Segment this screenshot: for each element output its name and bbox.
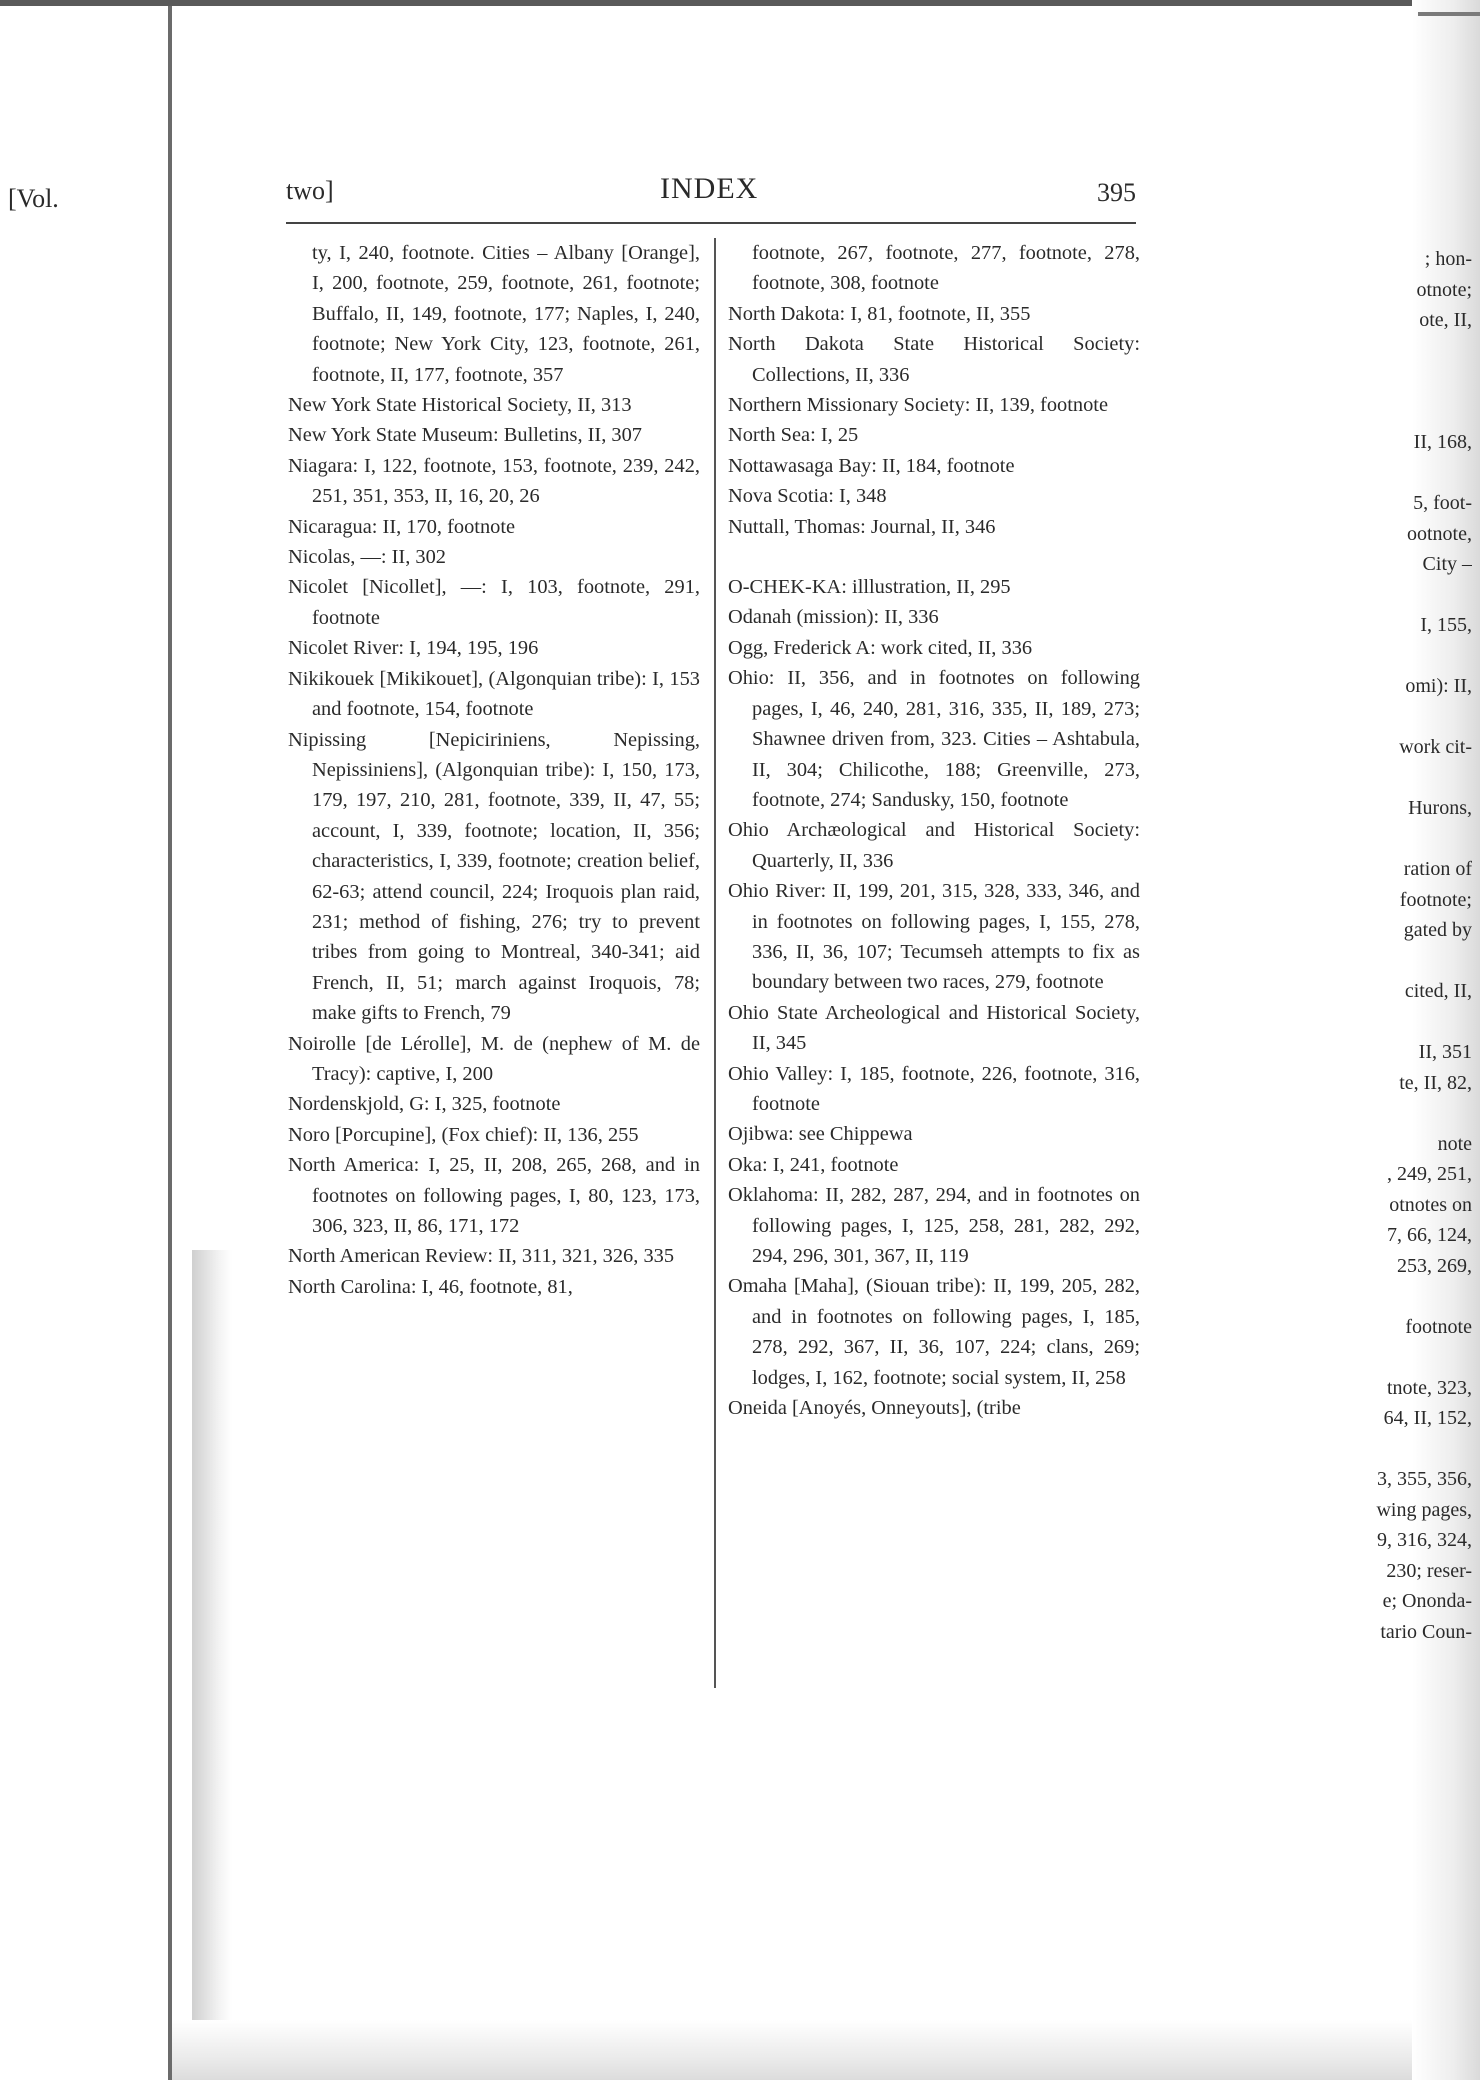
index-entry: Nordenskjold, G: I, 325, footnote <box>288 1093 561 1116</box>
column-divider <box>714 238 716 1688</box>
index-entry-continued: ty, I, 240, footnote. Cities – Albany [Orange], I, 200, footnote, 259, footnote, 261, footnote; Buffalo, II, 149, footnote, 177; Naples, I, 240, footnote; New York City, 123, footnote, 261, footnote, II, 177, footnote, 357 <box>312 242 700 386</box>
index-entry: North America: I, 25, II, 208, 265, 268, and in footnotes on following pages, I, 80, 123, 173, 306, 323, II, 86, 171, 172 <box>288 1154 700 1237</box>
previous-page-fragment <box>1312 366 1472 397</box>
index-entry: Oneida [Anoyés, Onneyouts], (tribe <box>728 1397 1021 1420</box>
previous-page-fragment: ration of <box>1403 858 1472 880</box>
index-entry: Ohio: II, 356, and in footnotes on following pages, I, 46, 240, 281, 316, 335, II, 189, 273; Shawnee driven from, 323. Cities – Ashtabula, II, 304; Chilicothe, 188; Greenville, 273, footnote, 274; Sandusky, 150, footnote <box>728 667 1140 811</box>
previous-page-fragment: e; Ononda- <box>1382 1590 1472 1612</box>
index-entry: New York State Historical Society, II, 313 <box>288 394 632 417</box>
previous-page-fragment <box>1312 641 1472 672</box>
previous-page-fragment <box>1312 580 1472 611</box>
previous-page-fragment: ootnote, <box>1407 522 1472 545</box>
previous-page-margin <box>0 6 172 2080</box>
previous-page-fragment: 3, 355, 356, <box>1377 1468 1472 1490</box>
previous-page-fragment: II, 351 <box>1418 1041 1472 1063</box>
previous-page-fragment: footnote <box>1405 1315 1472 1338</box>
index-entry: Nicolet [Nicollet], —: I, 103, footnote, 291, footnote <box>288 576 700 629</box>
previous-page-fragment: tnote, 323, <box>1387 1376 1472 1399</box>
index-entry: Nova Scotia: I, 348 <box>728 485 887 508</box>
bottom-shadow <box>172 2020 1480 2080</box>
index-entry: Ohio Valley: I, 185, footnote, 226, footnote, 316, footnote <box>728 1062 1140 1115</box>
index-entry: Odanah (mission): II, 336 <box>728 606 939 629</box>
index-entry: Niagara: I, 122, footnote, 153, footnote, 239, 242, 251, 351, 353, II, 16, 20, 26 <box>288 454 700 508</box>
previous-page-fragment: 253, 269, <box>1397 1254 1472 1277</box>
previous-page-fragment: omi): II, <box>1405 675 1472 697</box>
index-column-right <box>728 238 1140 1423</box>
index-entry: O-CHEK-KA: illlustration, II, 295 <box>728 576 1011 599</box>
index-entry: Omaha [Maha], (Siouan tribe): II, 199, 205, 282, and in footnotes on following pages, I, 185, 278, 292, 367, II, 36, 107, 224; clans, 269; lodges, I, 162, footnote; social system, II, 258 <box>728 1275 1140 1389</box>
index-entry: Nipissing [Nepiciriniens, Nepissing, Nepissiniens], (Algonquian tribe): I, 150, 173, 179, 197, 210, 281, footnote, 339, II, 47, 55; account, I, 339, footnote; location, II, 356; characteristics, I, 339, footnote; creation belief, 62-63; attend council, 224; Iroquois plan raid, 231; method of fishing, 276; try to prevent tribes from going to Montreal, 340-341; aid French, II, 51; march against Iroquois, 78; make gifts to French, 79 <box>288 728 700 1025</box>
index-entry: Noro [Porcupine], (Fox chief): II, 136, 255 <box>288 1123 639 1146</box>
previous-page-fragment: otnote; <box>1416 278 1472 301</box>
previous-page-fragment: 64, II, 152, <box>1383 1407 1472 1429</box>
previous-page-fragment: tario Coun- <box>1380 1620 1472 1643</box>
previous-page-fragment: wing pages, <box>1376 1498 1472 1521</box>
previous-page-fragment <box>1312 1342 1472 1373</box>
previous-page-fragment: cited, II, <box>1404 980 1472 1002</box>
page-number: 395 <box>1097 178 1136 207</box>
previous-page-fragment: work cit- <box>1399 736 1472 758</box>
index-entry: Nuttall, Thomas: Journal, II, 346 <box>728 515 996 538</box>
previous-page-fragment: 9, 316, 324, <box>1377 1529 1472 1551</box>
previous-page-fragment <box>1312 1007 1472 1038</box>
previous-page-fragment <box>1312 824 1472 855</box>
index-entry: Oka: I, 241, footnote <box>728 1153 899 1176</box>
index-entry: Nottawasaga Bay: II, 184, footnote <box>728 454 1015 477</box>
header-rule <box>286 222 1136 224</box>
index-entry: Ohio River: II, 199, 201, 315, 328, 333, 346, and in footnotes on following pages, I, 155, 278, 336, II, 36, 107; Tecumseh attempts to fix as boundary between two races, 279, footnote <box>728 880 1140 994</box>
previous-page-fragment: note <box>1437 1132 1472 1155</box>
index-entry: Ogg, Frederick A: work cited, II, 336 <box>728 636 1033 659</box>
index-entry: North Dakota: I, 81, footnote, II, 355 <box>728 302 1031 325</box>
previous-page-fragment: footnote; <box>1399 888 1472 911</box>
index-entry: New York State Museum: Bulletins, II, 307 <box>288 424 642 447</box>
previous-page-fragment: ; hon- <box>1424 248 1472 270</box>
index-entry: Nikikouek [Mikikouet], (Algonquian tribe): I, 153 and footnote, 154, footnote <box>288 667 700 721</box>
previous-page-fragment: Hurons, <box>1408 797 1472 819</box>
previous-page-fragment: gated by <box>1403 919 1472 941</box>
previous-page-fragment <box>1312 1434 1472 1465</box>
index-entry: North Dakota State Historical Society: Collections, II, 336 <box>728 333 1140 386</box>
previous-page-fragment: 5, foot- <box>1413 492 1472 514</box>
index-entry: Noirolle [de Lérolle], M. de (nephew of M. de Tracy): captive, I, 200 <box>288 1032 700 1085</box>
previous-page-fragment: ote, II, <box>1419 309 1472 331</box>
previous-page-fragment <box>1312 336 1472 367</box>
scan-top-edge <box>0 0 1480 6</box>
previous-page-fragment: otnotes on <box>1389 1193 1472 1216</box>
previous-page-fragment: I, 155, <box>1420 614 1472 636</box>
previous-page-fragment: te, II, 82, <box>1399 1071 1472 1094</box>
previous-page-fragment: City – <box>1422 553 1472 575</box>
index-entry: Nicaragua: II, 170, footnote <box>288 515 516 538</box>
gutter-shadow <box>192 1250 232 2080</box>
index-entry: Ohio Archæological and Historical Society: Quarterly, II, 336 <box>728 819 1140 872</box>
index-entry: North Sea: I, 25 <box>728 424 859 447</box>
letter-section-gap <box>728 542 1140 572</box>
previous-page-fragment <box>1312 1281 1472 1312</box>
index-entry: Ohio State Archeological and Historical Society, II, 345 <box>728 1001 1140 1055</box>
index-entry-continued: footnote, 267, footnote, 277, footnote, 278, footnote, 308, footnote <box>752 242 1140 295</box>
running-head <box>286 172 1136 222</box>
right-edge-mark <box>1418 12 1480 16</box>
previous-page-fragment: , 249, 251, <box>1387 1163 1472 1185</box>
index-entry: Nicolet River: I, 194, 195, 196 <box>288 637 539 660</box>
index-entry: Northern Missionary Society: II, 139, footnote <box>728 394 1108 417</box>
previous-page-fragment: 230; reser- <box>1386 1559 1472 1582</box>
previous-page-fragment <box>1312 1098 1472 1129</box>
previous-page-fragment <box>1312 458 1472 489</box>
previous-page-vol-label: [Vol. <box>8 184 59 213</box>
previous-page-fragment: II, 168, <box>1413 431 1472 453</box>
index-column-left <box>288 238 700 1302</box>
previous-page-fragment <box>1312 702 1472 733</box>
previous-page-fragments <box>1312 244 1472 1647</box>
index-entry: Oklahoma: II, 282, 287, 294, and in footnotes on following pages, I, 125, 258, 281, 282, 292, 294, 296, 301, 367, II, 119 <box>728 1184 1140 1267</box>
index-entry: North American Review: II, 311, 321, 326, 335 <box>288 1245 675 1268</box>
index-entry: Ojibwa: see Chippewa <box>728 1123 913 1146</box>
previous-page-fragment <box>1312 763 1472 794</box>
previous-page-fragment <box>1312 946 1472 977</box>
page-title: INDEX <box>660 172 759 205</box>
index-entry: North Carolina: I, 46, footnote, 81, <box>288 1275 573 1298</box>
previous-page-fragment <box>1312 397 1472 428</box>
previous-page-fragment: 7, 66, 124, <box>1387 1224 1472 1246</box>
running-head-left: two] <box>286 176 334 205</box>
index-entry: Nicolas, —: II, 302 <box>288 546 446 569</box>
